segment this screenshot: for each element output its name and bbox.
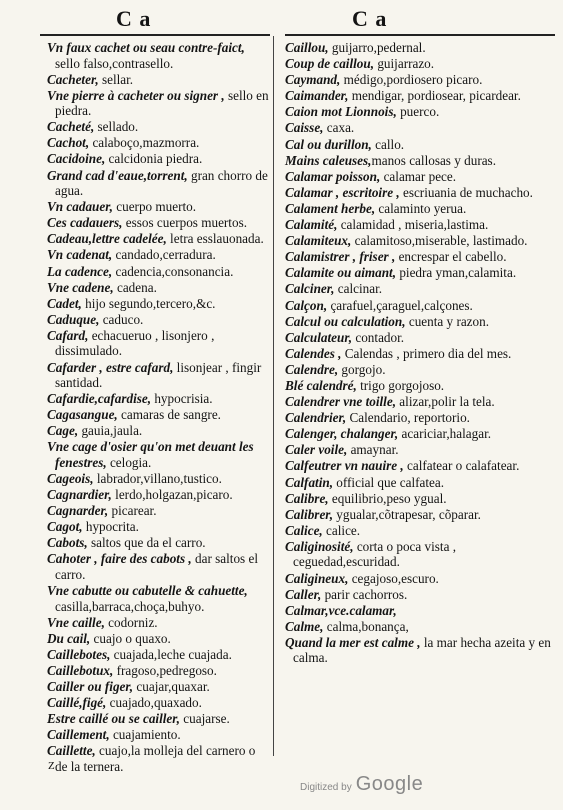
- entry-translation: fragoso,pedregoso.: [113, 662, 217, 678]
- dictionary-entry: [285, 185, 553, 201]
- dictionary-entry: [285, 56, 553, 72]
- entry-headword: Caymand,: [285, 72, 341, 88]
- entry-translation: sellar.: [98, 71, 134, 87]
- dictionary-entry: [47, 199, 269, 215]
- dictionary-entry: [285, 217, 553, 233]
- entry-translation: calcidonia piedra.: [105, 151, 203, 167]
- dictionary-entry: [285, 394, 553, 410]
- entry-headword: Vn cadenat,: [47, 247, 113, 263]
- entry-headword: Vn cadauer,: [47, 199, 113, 215]
- entry-headword: Calculateur,: [285, 329, 353, 345]
- header-rule-left: [40, 34, 270, 36]
- dictionary-entry: [47, 119, 269, 135]
- dictionary-entry: [285, 281, 553, 297]
- dictionary-entry: [285, 88, 553, 104]
- dictionary-entry: [47, 151, 269, 167]
- dictionary-entry: [47, 40, 269, 71]
- dictionary-entry: [285, 475, 553, 491]
- dictionary-entry: [47, 407, 269, 423]
- entry-translation: gorgojo.: [338, 361, 386, 377]
- dictionary-entry: [285, 587, 553, 603]
- entry-headword: Calamistrer , friser ,: [285, 249, 396, 265]
- dictionary-entry: [47, 471, 269, 487]
- entry-headword: Calamite ou aimant,: [285, 265, 397, 281]
- entry-translation: calcinar.: [334, 281, 383, 297]
- entry-headword: Cagot,: [47, 519, 83, 535]
- dictionary-entry: [47, 280, 269, 296]
- dictionary-entry: [47, 360, 269, 391]
- entry-headword: Caillebotux,: [47, 662, 114, 678]
- entry-translation: ygualar,cõtrapesar, cõparar.: [333, 506, 481, 522]
- entry-headword: Quand la mer est calme ,: [285, 634, 421, 650]
- entry-translation: parir cachorros.: [321, 586, 408, 602]
- dictionary-entry: [285, 539, 553, 570]
- entry-headword: Calcul ou calculation,: [285, 313, 406, 329]
- entry-headword: Cacidoine,: [47, 151, 106, 167]
- entry-headword: Calme,: [285, 618, 324, 634]
- entry-headword: Calamar poisson,: [285, 168, 381, 184]
- dictionary-entry: [47, 423, 269, 439]
- entry-headword: Mains caleuses,: [285, 152, 372, 168]
- entry-translation: casilla,barraca,choça,buhyo.: [55, 598, 205, 614]
- dictionary-entry: [285, 346, 553, 362]
- entry-headword: Blé calendré,: [285, 377, 357, 393]
- entry-headword: Calamiteux,: [285, 233, 352, 249]
- entry-headword: Cailler ou figer,: [47, 679, 134, 694]
- entry-translation: saltos que da el carro.: [87, 535, 206, 551]
- entry-translation: sellado.: [94, 119, 139, 135]
- entry-translation: cuenta y razon.: [405, 313, 490, 329]
- entry-headword: Calçon,: [285, 297, 328, 313]
- dictionary-entry: [285, 507, 553, 523]
- entry-headword: Calendre,: [285, 361, 339, 377]
- entry-translation: cuajo,la molleja del carnero o de la ternera.: [55, 743, 256, 774]
- entry-translation: celogia.: [106, 454, 152, 470]
- entry-translation: médigo,pordiosero picaro.: [340, 72, 483, 88]
- entry-headword: Caillebotes,: [47, 646, 111, 662]
- dictionary-entry: [285, 265, 553, 281]
- dictionary-entry: [285, 298, 553, 314]
- entry-headword: Caisse,: [285, 120, 324, 136]
- entry-translation: çarafuel,çaraguel,calçones.: [327, 297, 473, 313]
- entry-headword: Calibre,: [285, 490, 329, 506]
- entry-translation: cuerpo muerto.: [112, 199, 197, 215]
- entry-headword: La cadence,: [47, 263, 113, 279]
- entry-translation: hijo segundo,tercero,&c.: [81, 295, 216, 311]
- entry-translation: calice.: [322, 522, 361, 538]
- entry-headword: Cacheter,: [47, 71, 99, 87]
- entry-headword: Caimander,: [285, 88, 349, 104]
- entry-headword: Cadet,: [47, 295, 82, 311]
- dictionary-entry: [47, 711, 269, 727]
- entry-translation: calma,bonança,: [323, 618, 409, 634]
- dictionary-entry: [285, 137, 553, 153]
- entry-translation: caduco.: [99, 311, 144, 327]
- entry-translation: guijarrazo.: [374, 56, 435, 72]
- entry-translation: echacueruo , lisonjero , dissimulado.: [55, 327, 215, 359]
- dictionary-entry: [47, 647, 269, 663]
- dictionary-entry: [285, 362, 553, 378]
- entry-headword: Cacheté,: [47, 119, 95, 135]
- dictionary-entry: [285, 378, 553, 394]
- entry-translation: calaboço,mazmorra.: [89, 135, 200, 151]
- dictionary-entry: [47, 663, 269, 679]
- dictionary-entry: [285, 72, 553, 88]
- entry-headword: Cahoter , faire des cabots ,: [47, 551, 192, 567]
- dictionary-entry: [285, 603, 553, 619]
- google-watermark: [300, 773, 423, 796]
- entry-headword: Calfatin,: [285, 474, 333, 490]
- entry-translation: candado,cerradura.: [112, 247, 216, 263]
- entry-translation: cuajo o quaxo.: [90, 630, 171, 646]
- entry-translation: corta o poca vista , ceguedad,escuridad.: [293, 538, 457, 570]
- dictionary-entry: [285, 104, 553, 120]
- entry-translation: gauia,jaula.: [78, 423, 143, 439]
- dictionary-entry: [47, 615, 269, 631]
- entry-headword: Cagasangue,: [47, 407, 118, 423]
- entry-headword: Cagnardier,: [47, 487, 112, 503]
- dictionary-entry: [285, 153, 553, 169]
- entry-translation: cuajarse.: [179, 711, 230, 727]
- entry-headword: Vne caille,: [47, 614, 105, 630]
- entry-headword: Calendes ,: [285, 345, 342, 361]
- entry-translation: piedra yman,calamita.: [396, 265, 517, 281]
- dictionary-entry: [47, 551, 269, 582]
- entry-translation: cuajamiento.: [109, 727, 181, 743]
- entry-headword: Caliginosité,: [285, 538, 354, 554]
- entry-headword: Calice,: [285, 522, 323, 538]
- dictionary-entry: [47, 583, 269, 614]
- dictionary-entry: [285, 410, 553, 426]
- entry-headword: Estre caillé ou se cailler,: [47, 711, 180, 727]
- dictionary-entry: [47, 391, 269, 407]
- dictionary-entry: [47, 695, 269, 711]
- dictionary-entry: [47, 631, 269, 647]
- entry-headword: Calmar,vce.calamar,: [285, 602, 397, 618]
- entry-translation: camaras de sangre.: [117, 407, 221, 423]
- entry-translation: mendigar, pordiosear, picardear.: [348, 88, 521, 104]
- dictionary-entry: [47, 247, 269, 263]
- dictionary-entry: [47, 72, 269, 88]
- entry-translation: Calendario, reportorio.: [346, 410, 470, 426]
- running-header-left: C a: [116, 6, 152, 31]
- entry-headword: Cafarder , estre cafard,: [47, 359, 174, 375]
- dictionary-entry: [285, 491, 553, 507]
- entry-translation: callo.: [371, 136, 405, 152]
- entry-translation: Calendas , primero dia del mes.: [341, 345, 512, 361]
- entry-headword: Vne cadene,: [47, 279, 114, 295]
- dictionary-entry: [47, 231, 269, 247]
- entry-translation: caxa.: [323, 120, 355, 136]
- entry-headword: Cal ou durillon,: [285, 136, 372, 152]
- entry-headword: Cagnarder,: [47, 503, 109, 519]
- dictionary-entry: [285, 619, 553, 635]
- entry-headword: Calamité,: [285, 217, 338, 233]
- entry-translation: essos cuerpos muertos.: [122, 215, 247, 231]
- entry-headword: Caion mot Lionnois,: [285, 104, 397, 120]
- entry-headword: Cachot,: [47, 135, 90, 151]
- watermark-big: Google: [355, 773, 424, 795]
- entry-translation: sello falso,contrasello.: [55, 55, 174, 71]
- entry-headword: Vn faux cachet ou seau contre-faict,: [47, 40, 245, 55]
- dictionary-entry: [285, 233, 553, 249]
- entry-headword: Calenger, chalanger,: [285, 426, 399, 442]
- left-column: [47, 40, 269, 775]
- entry-headword: Ces cadauers,: [47, 215, 123, 231]
- running-header-right: C a: [352, 6, 388, 31]
- dictionary-entry: [47, 679, 269, 695]
- entry-translation: equilibrio,peso ygual.: [328, 490, 447, 506]
- dictionary-entry: [47, 503, 269, 519]
- entry-translation: la mar hecha azeita y en calma.: [293, 634, 551, 666]
- entry-headword: Du cail,: [47, 630, 91, 646]
- entry-translation: cuajada,leche cuajada.: [110, 646, 232, 662]
- entry-translation: picarear.: [108, 503, 157, 519]
- dictionary-entry: [47, 439, 269, 470]
- dictionary-entry: [47, 727, 269, 743]
- entry-translation: official que calfatea.: [333, 474, 445, 490]
- entry-headword: Caillé,figé,: [47, 695, 107, 711]
- dictionary-entry: [285, 330, 553, 346]
- entry-translation: manos callosas y duras.: [371, 152, 496, 168]
- entry-translation: sello en piedra.: [55, 87, 269, 119]
- entry-translation: lerdo,holgazan,picaro.: [111, 487, 233, 503]
- dictionary-entry: [47, 135, 269, 151]
- entry-headword: Caillement,: [47, 727, 110, 743]
- entry-headword: Calciner,: [285, 281, 335, 297]
- entry-translation: acariciar,halagar.: [398, 426, 492, 442]
- dictionary-entry: [47, 487, 269, 503]
- entry-translation: calamidad , miseria,lastima.: [337, 217, 489, 233]
- entry-translation: cadencia,consonancia.: [112, 263, 234, 279]
- entry-headword: Calendrier,: [285, 410, 347, 426]
- entry-translation: alizar,polir la tela.: [396, 394, 495, 410]
- entry-translation: cuajado,quaxado.: [106, 695, 202, 711]
- dictionary-entry: [285, 314, 553, 330]
- entry-headword: Cabots,: [47, 535, 88, 551]
- entry-headword: Grand cad d'eaue,torrent,: [47, 167, 188, 183]
- entry-headword: Calamar , escritoire ,: [285, 184, 400, 200]
- entry-translation: labrador,villano,tustico.: [93, 470, 222, 486]
- entry-translation: puerco.: [396, 104, 440, 120]
- entry-headword: Coup de caillou,: [285, 56, 375, 72]
- entry-headword: Caillette,: [47, 743, 96, 759]
- header-rule-right: [285, 34, 555, 36]
- dictionary-entry: [47, 88, 269, 119]
- entry-headword: Calfeutrer vn nauire ,: [285, 458, 404, 474]
- right-column: [285, 40, 553, 666]
- entry-translation: amaynar.: [347, 442, 399, 458]
- entry-translation: calfatear o calafatear.: [403, 458, 520, 474]
- dictionary-entry: [285, 442, 553, 458]
- dictionary-entry: [285, 120, 553, 136]
- entry-translation: codorniz.: [104, 614, 158, 630]
- entry-headword: Cafardie,cafardise,: [47, 391, 152, 407]
- entry-headword: Caligineux,: [285, 570, 349, 586]
- signature-mark: Z: [48, 760, 55, 772]
- entry-translation: cadena.: [113, 279, 157, 295]
- entry-headword: Calament herbe,: [285, 200, 376, 216]
- entry-translation: calaminto yerua.: [375, 200, 467, 216]
- entry-headword: Caler voile,: [285, 442, 348, 458]
- dictionary-entry: [47, 296, 269, 312]
- dictionary-entry: [47, 312, 269, 328]
- entry-translation: calamitoso,miserable, lastimado.: [351, 233, 528, 249]
- dictionary-entry: [47, 215, 269, 231]
- entry-translation: dar saltos el carro.: [55, 551, 258, 582]
- entry-translation: calamar pece.: [380, 168, 457, 184]
- entry-translation: encrespar el cabello.: [395, 249, 507, 265]
- entry-headword: Vne cage d'osier qu'on met deuant les fenestres,: [47, 439, 254, 470]
- entry-headword: Caller,: [285, 586, 322, 602]
- entry-translation: hypocrisia.: [151, 391, 213, 407]
- dictionary-entry: [47, 168, 269, 199]
- entry-headword: Vne pierre à cacheter ou signer ,: [47, 87, 225, 103]
- entry-translation: guijarro,pedernal.: [328, 40, 426, 55]
- entry-headword: Cage,: [47, 423, 79, 439]
- dictionary-entry: [47, 328, 269, 359]
- dictionary-entry: [285, 571, 553, 587]
- entry-translation: hypocrita.: [82, 519, 139, 535]
- entry-headword: Calendrer vne toille,: [285, 394, 396, 410]
- entry-headword: Caduque,: [47, 311, 100, 327]
- entry-headword: Caillou,: [285, 40, 329, 55]
- entry-headword: Vne cabutte ou cabutelle & cahuette,: [47, 583, 248, 599]
- dictionary-entry: [285, 523, 553, 539]
- dictionary-entry: [47, 264, 269, 280]
- dictionary-entry: [285, 40, 553, 56]
- entry-translation: gran chorro de agua.: [55, 167, 268, 199]
- entry-translation: lisonjear , fingir santidad.: [55, 359, 262, 390]
- dictionary-entry: [285, 458, 553, 474]
- entry-headword: Cafard,: [47, 327, 89, 343]
- dictionary-entry: [47, 519, 269, 535]
- entry-translation: trigo gorgojoso.: [356, 377, 445, 393]
- column-divider: [273, 36, 274, 756]
- dictionary-entry: [285, 249, 553, 265]
- entry-translation: contador.: [352, 329, 405, 345]
- entry-translation: letra esslauonada.: [166, 231, 264, 247]
- watermark-small: Digitized by: [300, 782, 352, 793]
- entry-headword: Cageois,: [47, 470, 94, 486]
- entry-translation: cuajar,quaxar.: [133, 679, 210, 694]
- dictionary-entry: [47, 743, 269, 774]
- dictionary-entry: [47, 535, 269, 551]
- dictionary-entry: [285, 169, 553, 185]
- entry-headword: Cadeau,lettre cadelée,: [47, 231, 167, 247]
- dictionary-entry: [285, 426, 553, 442]
- dictionary-entry: [285, 201, 553, 217]
- dictionary-entry: [285, 635, 553, 666]
- entry-translation: escriuania de muchacho.: [399, 184, 533, 200]
- entry-headword: Calibrer,: [285, 506, 333, 522]
- entry-translation: cegajoso,escuro.: [348, 570, 439, 586]
